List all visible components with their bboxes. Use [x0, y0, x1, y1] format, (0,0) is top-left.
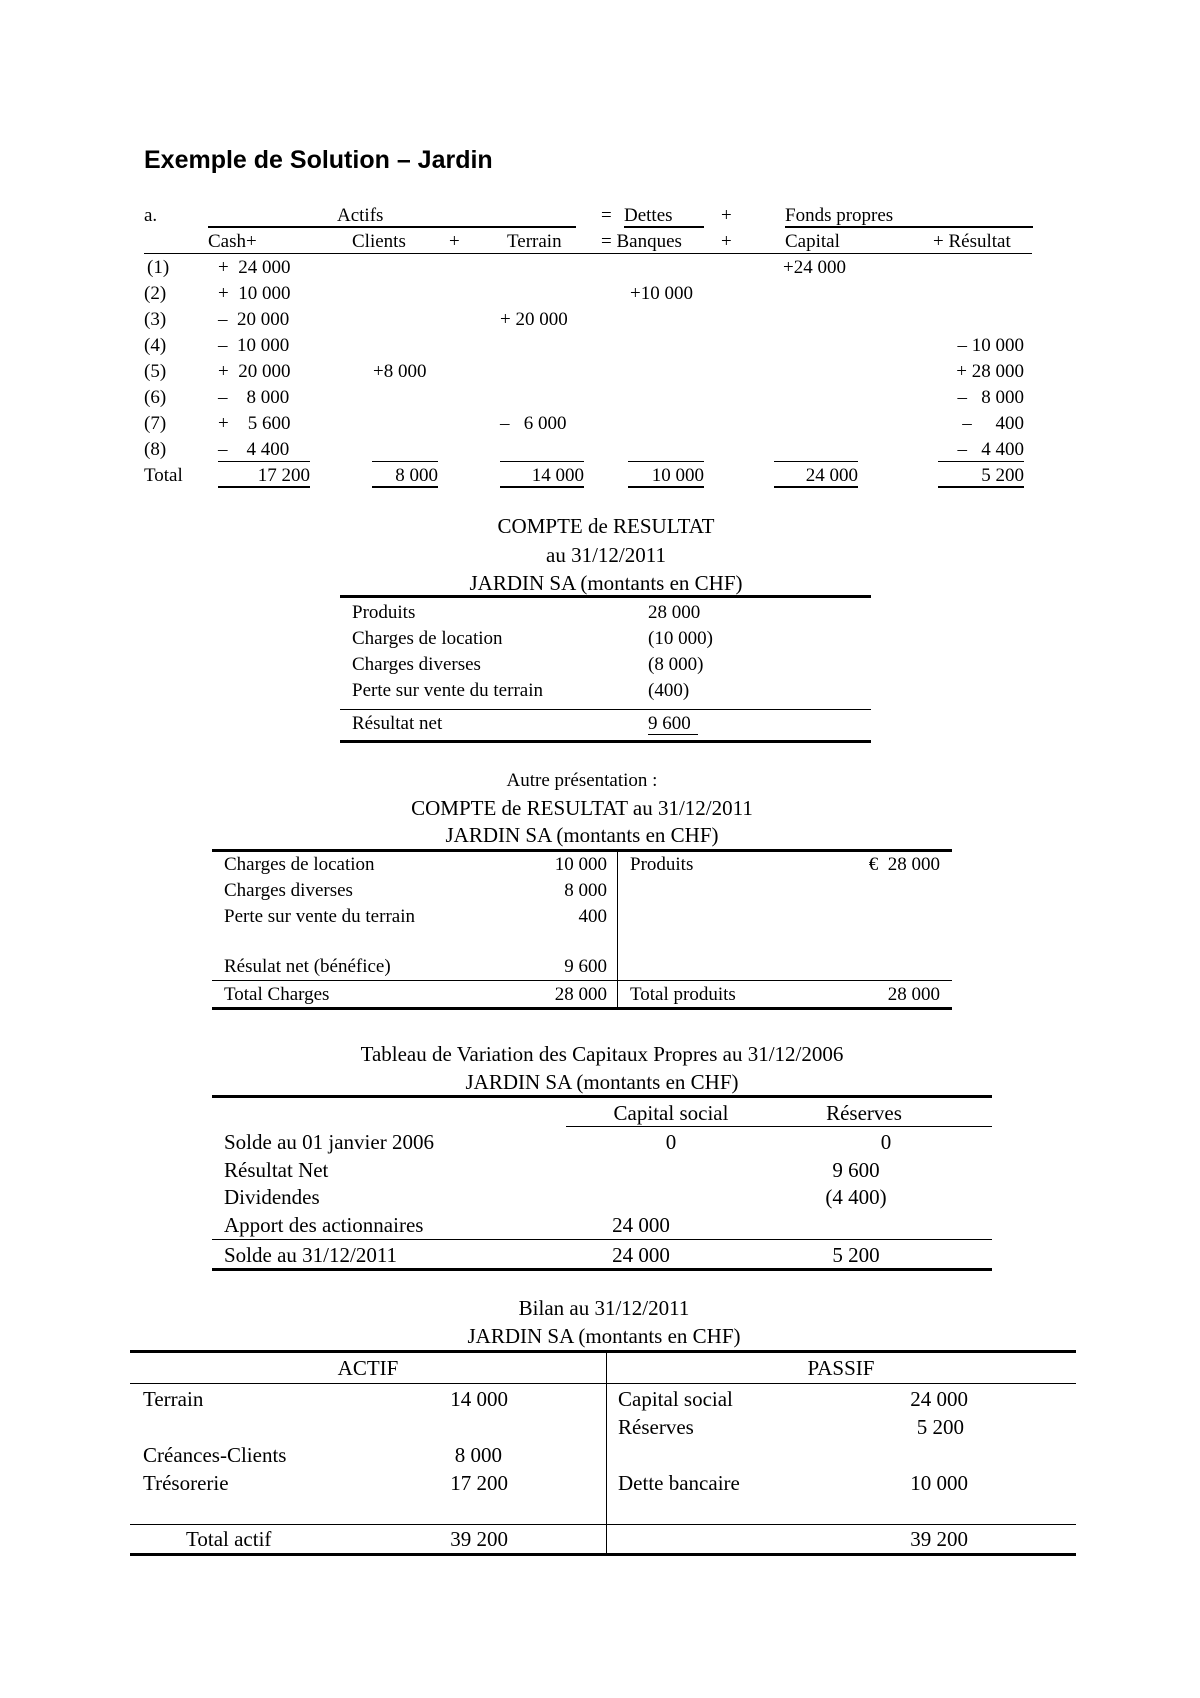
- row-resultat: + 28 000: [956, 361, 1024, 382]
- compte-mid-rule: [340, 709, 871, 710]
- rule-banques-total: [628, 486, 704, 488]
- header-actifs: Actifs: [337, 205, 384, 226]
- variation-top-rule: [212, 1095, 992, 1098]
- rule-terrain-sub: [500, 461, 584, 462]
- autre-charge-label: Charges de location: [224, 854, 375, 875]
- bilan-actif-label: Terrain: [143, 1387, 204, 1411]
- row-cash: + 24 000: [218, 257, 291, 278]
- variation-company: JARDIN SA (montants en CHF): [465, 1070, 739, 1094]
- compte-company: JARDIN SA (montants en CHF): [469, 571, 743, 595]
- variation-bottom-rule: [212, 1268, 992, 1271]
- compte-row-value: (8 000): [648, 654, 704, 675]
- compte-row-value: 28 000: [648, 602, 701, 623]
- autre-charge-label: Charges diverses: [224, 880, 353, 901]
- compte-row-label: Perte sur vente du terrain: [352, 680, 543, 701]
- autre-top-rule: [212, 849, 952, 852]
- bilan-actif-label: Créances-Clients: [143, 1443, 287, 1467]
- header-rule: [144, 253, 1032, 254]
- row-id: (3): [144, 309, 167, 330]
- row-cash: + 20 000: [218, 361, 291, 382]
- compte-bottom-rule: [340, 740, 871, 743]
- header-clients: Clients: [352, 231, 406, 252]
- row-id: (5): [144, 361, 167, 382]
- rule-terrain-total: [500, 486, 584, 488]
- autre-title: COMPTE de RESULTAT au 31/12/2011: [411, 796, 753, 820]
- variation-header-rule: [566, 1126, 992, 1127]
- autre-bottom-rule: [212, 1007, 952, 1010]
- variation-col-capital: Capital social: [613, 1101, 729, 1125]
- compte-top-rule: [340, 595, 871, 598]
- variation-solde-reserves: 5 200: [832, 1243, 880, 1267]
- bilan-actif-value: 14 000: [450, 1387, 508, 1411]
- rule-actifs: [208, 226, 576, 228]
- total-cash: 17 200: [257, 465, 310, 486]
- bilan-actif-value: 8 000: [454, 1443, 502, 1467]
- variation-row-reserves: (4 400): [825, 1185, 887, 1209]
- variation-row-label: Solde au 01 janvier 2006: [224, 1130, 434, 1154]
- row-cash: – 10 000: [218, 335, 290, 356]
- page-title: Exemple de Solution – Jardin: [144, 146, 493, 174]
- variation-row-label: Apport des actionnaires: [224, 1213, 424, 1237]
- row-id: (6): [144, 387, 167, 408]
- row-terrain: – 6 000: [500, 413, 567, 434]
- bilan-mid-rule: [130, 1524, 1076, 1525]
- row-cash: – 8 000: [218, 387, 290, 408]
- variation-row-reserves: 0: [880, 1130, 892, 1154]
- autre-charge-label: Résulat net (bénéfice): [224, 956, 391, 977]
- autre-charge-value: 9 600: [564, 956, 607, 977]
- bilan-actif-label: Trésorerie: [143, 1471, 229, 1495]
- compte-row-value: (400): [648, 680, 690, 701]
- row-clients: +8 000: [373, 361, 427, 382]
- autre-total-produits-label: Total produits: [630, 984, 736, 1005]
- row-id: (4): [144, 335, 167, 356]
- row-resultat: – 4 400: [957, 439, 1024, 460]
- variation-row-label: Résultat Net: [224, 1158, 329, 1182]
- row-id: (8): [144, 439, 167, 460]
- total-banques: 10 000: [651, 465, 704, 486]
- bilan-passif-label: Dette bancaire: [618, 1471, 740, 1495]
- row-id: (1): [147, 257, 170, 278]
- row-id: (7): [144, 413, 167, 434]
- bilan-passif-value: 5 200: [916, 1415, 964, 1439]
- bilan-passif-header: PASSIF: [807, 1356, 875, 1380]
- variation-solde-label: Solde au 31/12/2011: [224, 1243, 398, 1267]
- bilan-actif-header: ACTIF: [337, 1356, 399, 1380]
- variation-row-label: Dividendes: [224, 1185, 320, 1209]
- variation-mid-rule: [212, 1239, 992, 1240]
- rule-resultat-sub: [938, 461, 1024, 462]
- journal-label: a.: [144, 205, 158, 226]
- autre-intro: Autre présentation :: [506, 770, 658, 791]
- row-resultat: – 10 000: [957, 335, 1024, 356]
- compte-date: au 31/12/2011: [546, 543, 666, 567]
- header-capital: Capital: [785, 231, 840, 252]
- header-plus: +: [721, 205, 732, 226]
- compte-net-label: Résultat net: [352, 713, 443, 734]
- total-capital: 24 000: [805, 465, 858, 486]
- header-resultat: + Résultat: [933, 231, 1011, 252]
- header-terrain: Terrain: [507, 231, 562, 252]
- autre-charge-value: 400: [578, 906, 607, 927]
- autre-total-produits-value: 28 000: [887, 984, 940, 1005]
- rule-resultat-total: [938, 486, 1024, 488]
- autre-charge-value: 10 000: [554, 854, 607, 875]
- bilan-title: Bilan au 31/12/2011: [518, 1296, 690, 1320]
- row-resultat: – 400: [962, 413, 1024, 434]
- row-banques: +10 000: [630, 283, 693, 304]
- compte-row-label: Charges de location: [352, 628, 503, 649]
- autre-company: JARDIN SA (montants en CHF): [445, 823, 719, 847]
- rule-clients-total: [372, 486, 438, 488]
- bilan-top-rule: [130, 1350, 1076, 1353]
- row-terrain: + 20 000: [500, 309, 568, 330]
- variation-row-capital: 0: [665, 1130, 677, 1154]
- rule-fonds-propres: [785, 226, 1033, 228]
- rule-cash-sub: [218, 461, 310, 462]
- header-dettes: Dettes: [624, 205, 673, 226]
- autre-charge-value: 8 000: [564, 880, 607, 901]
- bilan-passif-value: 24 000: [910, 1387, 968, 1411]
- row-id: (2): [144, 283, 167, 304]
- variation-title: Tableau de Variation des Capitaux Propres au 31/12/2006: [360, 1042, 844, 1066]
- row-cash: – 20 000: [218, 309, 290, 330]
- header-cash: Cash+: [208, 231, 257, 252]
- header-banques: = Banques: [601, 231, 682, 252]
- bilan-bottom-rule: [130, 1553, 1076, 1556]
- autre-total-charges-label: Total Charges: [224, 984, 330, 1005]
- row-cash: + 5 600: [218, 413, 291, 434]
- bilan-total-actif-value: 39 200: [450, 1527, 508, 1551]
- compte-row-label: Produits: [352, 602, 416, 623]
- row-resultat: – 8 000: [957, 387, 1024, 408]
- autre-mid-rule: [212, 980, 952, 981]
- autre-divider: [617, 851, 618, 1008]
- compte-row-label: Charges diverses: [352, 654, 481, 675]
- rule-cash-total: [218, 486, 310, 488]
- variation-solde-capital: 24 000: [612, 1243, 670, 1267]
- autre-total-charges-value: 28 000: [554, 984, 607, 1005]
- compte-net-underline: [648, 734, 698, 735]
- autre-charge-label: Perte sur vente du terrain: [224, 906, 415, 927]
- bilan-header-rule: [130, 1383, 1076, 1384]
- variation-row-reserves: 9 600: [832, 1158, 880, 1182]
- total-clients: 8 000: [395, 465, 438, 486]
- bilan-total-passif-value: 39 200: [910, 1527, 968, 1551]
- row-capital: +24 000: [783, 257, 846, 278]
- bilan-passif-value: 10 000: [910, 1471, 968, 1495]
- rule-capital-sub: [774, 461, 858, 462]
- compte-net-value: 9 600: [648, 713, 691, 734]
- total-resultat: 5 200: [981, 465, 1024, 486]
- variation-col-reserves: Réserves: [826, 1101, 902, 1125]
- row-cash: + 10 000: [218, 283, 291, 304]
- bilan-passif-label: Réserves: [618, 1415, 694, 1439]
- compte-row-value: (10 000): [648, 628, 713, 649]
- header-fonds-propres: Fonds propres: [785, 205, 894, 226]
- autre-produits-label: Produits: [630, 854, 694, 875]
- bilan-actif-value: 17 200: [450, 1471, 508, 1495]
- rule-dettes: [624, 226, 704, 228]
- compte-title: COMPTE de RESULTAT: [497, 514, 715, 538]
- rule-clients-sub: [372, 461, 438, 462]
- rule-banques-sub: [628, 461, 704, 462]
- header-plus-1: +: [449, 231, 460, 252]
- total-terrain: 14 000: [531, 465, 584, 486]
- header-equals: =: [601, 205, 612, 226]
- row-cash: – 4 400: [218, 439, 290, 460]
- bilan-passif-label: Capital social: [618, 1387, 733, 1411]
- total-label: Total: [144, 465, 183, 486]
- bilan-total-actif-label: Total actif: [186, 1527, 272, 1551]
- header-plus-2: +: [721, 231, 732, 252]
- rule-capital-total: [774, 486, 858, 488]
- variation-row-capital: 24 000: [612, 1213, 670, 1237]
- bilan-company: JARDIN SA (montants en CHF): [467, 1324, 741, 1348]
- autre-produits-value: € 28 000: [868, 854, 940, 875]
